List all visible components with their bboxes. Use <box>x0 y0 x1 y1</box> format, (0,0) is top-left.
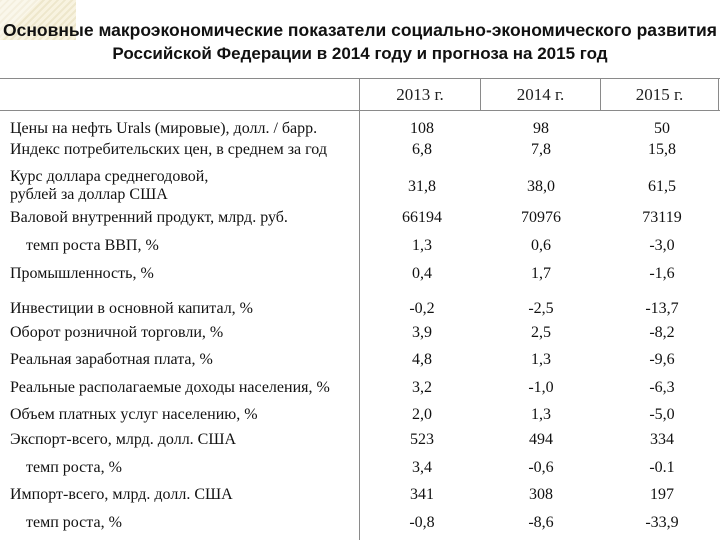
table-cell: 341 <box>410 486 434 503</box>
table-row-label: темп роста, % <box>26 459 122 476</box>
table-cell: 3,4 <box>412 459 432 476</box>
column-header-2013: 2013 г. <box>396 85 444 104</box>
table-cell: -1,6 <box>649 265 675 282</box>
title-line-1: Основные макроэкономические показатели социально-экономического развития <box>2 20 717 40</box>
table-cell: 98 <box>533 120 549 137</box>
table-cell: 50 <box>654 120 670 137</box>
table-cell: -0,6 <box>528 459 554 476</box>
table-cell: -5,0 <box>649 406 675 423</box>
table-cell: 38,0 <box>527 178 555 195</box>
table-cell: 1,3 <box>531 406 551 423</box>
table-row-label: Индекс потребительских цен, в среднем за год <box>10 141 327 158</box>
table-cell: 70976 <box>521 209 561 226</box>
table-row-label: Инвестиции в основной капитал, % <box>10 300 254 317</box>
table-right-border <box>718 78 719 110</box>
table-cell: 108 <box>410 120 434 137</box>
table-cell: 6,8 <box>412 141 432 158</box>
column-header-2014: 2014 г. <box>516 85 565 104</box>
column-header-2015: 2015 г. <box>635 85 684 104</box>
table-row-label: Экспорт-всего, млрд. долл. США <box>10 431 237 448</box>
table-row-label: Оборот розничной торговли, % <box>10 324 224 341</box>
table-row-label: Цены на нефть Urals (мировые), долл. / барр. <box>10 120 318 137</box>
page-title <box>0 18 720 66</box>
table-cell: 4,8 <box>412 351 432 368</box>
table-cell: -8,2 <box>649 324 675 341</box>
table-cell: -0,2 <box>409 300 435 317</box>
table-cell: 3,2 <box>412 379 432 396</box>
table-cell: 0,4 <box>412 265 432 282</box>
title-line-2: Российской Федерации в 2014 году и прогноза на 2015 год <box>112 44 608 63</box>
table-cell: 1,7 <box>531 265 551 282</box>
table-cell: 1,3 <box>412 237 432 254</box>
table-cell: 31,8 <box>408 178 436 195</box>
table-cell: -8,6 <box>528 514 554 531</box>
table-cell: 15,8 <box>648 141 676 158</box>
table-cell: 1,3 <box>531 351 551 368</box>
table-row-label: темп роста ВВП, % <box>26 237 159 254</box>
table-cell: 7,8 <box>531 141 551 158</box>
table-row-label: Объем платных услуг населению, % <box>10 406 258 423</box>
table-row-label: Курс доллара среднегодовой, <box>10 168 209 185</box>
table-cell: 494 <box>529 431 553 448</box>
table-cell: -9,6 <box>649 351 675 368</box>
table-cell: -2,5 <box>528 300 554 317</box>
label-column-divider <box>359 78 360 540</box>
table-cell: 197 <box>650 486 674 503</box>
table-cell: 61,5 <box>648 178 676 195</box>
table-cell: 334 <box>650 431 674 448</box>
table-cell: 2,0 <box>412 406 432 423</box>
table-cell: -0.1 <box>649 459 675 476</box>
table-top-border <box>0 78 720 79</box>
header-bottom-border <box>0 110 720 111</box>
table-cell: 3,9 <box>412 324 432 341</box>
table-cell: 66194 <box>402 209 442 226</box>
table-cell: -6,3 <box>649 379 675 396</box>
table-cell: 308 <box>529 486 553 503</box>
table-row-label: Валовой внутренний продукт, млрд. руб. <box>10 209 288 226</box>
table-row-label: Промышленность, % <box>10 265 154 282</box>
table-row-label: Реальная заработная плата, % <box>10 351 213 368</box>
table-row-label: темп роста, % <box>26 514 122 531</box>
table-row-label: Реальные располагаемые доходы населения, % <box>10 379 330 396</box>
table-cell: 0,6 <box>531 237 551 254</box>
table-cell: -13,7 <box>645 300 679 317</box>
table-cell: 523 <box>410 431 434 448</box>
table-cell: -1,0 <box>528 379 554 396</box>
table-row-label: Импорт-всего, млрд. долл. США <box>10 486 233 503</box>
table-cell: -0,8 <box>409 514 435 531</box>
table-cell: -3,0 <box>649 237 675 254</box>
table-cell: 2,5 <box>531 324 551 341</box>
table-cell: 73119 <box>642 209 682 226</box>
table-cell: -33,9 <box>645 514 679 531</box>
table-row-label-continuation: рублей за доллар США <box>10 186 168 203</box>
